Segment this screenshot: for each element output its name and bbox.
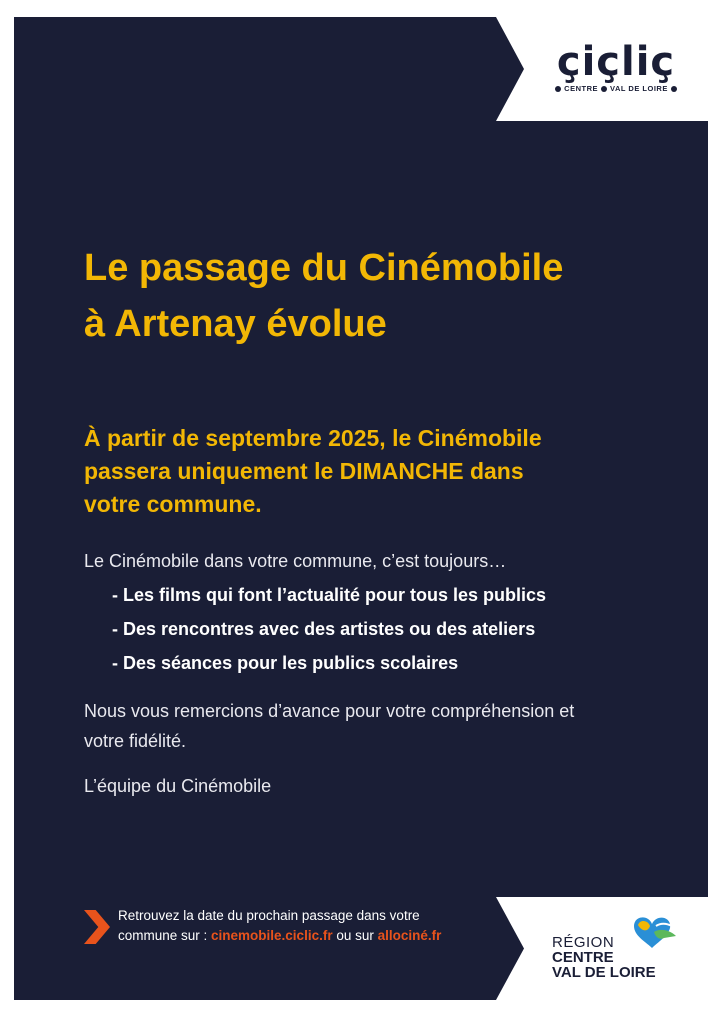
announcement-line: passera uniquement le DIMANCHE dans — [84, 458, 524, 484]
footer-line — [118, 926, 498, 946]
logo-dot-icon — [671, 86, 677, 92]
thanks-line: Nous vous remercions d’avance pour votre compréhension et — [84, 701, 575, 721]
region-name-line: CENTRE — [552, 949, 614, 966]
logo-sub-right: VAL DE LOIRE — [610, 84, 668, 93]
footer-text — [118, 906, 498, 946]
ciclic-logo-subtitle — [546, 84, 686, 93]
logo-sub-left: CENTRE — [564, 84, 599, 93]
announcement — [84, 422, 684, 521]
list-item: - Des rencontres avec des artistes ou des ateliers — [112, 619, 536, 639]
footer-line: Retrouvez la date du prochain passage dans votre — [118, 908, 420, 923]
heart-region-icon — [626, 912, 682, 952]
announcement-line: votre commune. — [84, 491, 262, 517]
allocine-link[interactable]: allociné.fr — [377, 928, 442, 943]
thanks-text — [84, 696, 664, 756]
intro-text: Le Cinémobile dans votre commune, c’est toujours… — [84, 551, 507, 571]
footer-prefix: commune sur : — [118, 928, 212, 943]
region-name-line: RÉGION — [552, 934, 615, 951]
title-line: Le passage du Cinémobile — [84, 247, 564, 289]
feature-list — [112, 578, 692, 680]
title-line: à Artenay évolue — [84, 303, 387, 345]
announcement-line: À partir de septembre 2025, le Cinémobile — [84, 425, 542, 451]
ciclic-logo-text: çiçliç — [556, 39, 676, 85]
page-title — [84, 240, 684, 352]
list-item: - Des séances pour les publics scolaires — [112, 653, 459, 673]
footer-separator: ou sur — [332, 928, 378, 943]
ciclic-logo — [546, 39, 686, 93]
region-name-line: VAL DE LOIRE — [552, 964, 656, 981]
logo-dot-icon — [601, 86, 607, 92]
thanks-line: votre fidélité. — [84, 731, 187, 751]
list-item: - Les films qui font l’actualité pour tous les publics — [112, 585, 547, 605]
logo-dot-icon — [555, 86, 561, 92]
signature: L’équipe du Cinémobile — [84, 776, 272, 796]
cinemobile-link[interactable]: cinemobile.ciclic.fr — [211, 928, 333, 943]
